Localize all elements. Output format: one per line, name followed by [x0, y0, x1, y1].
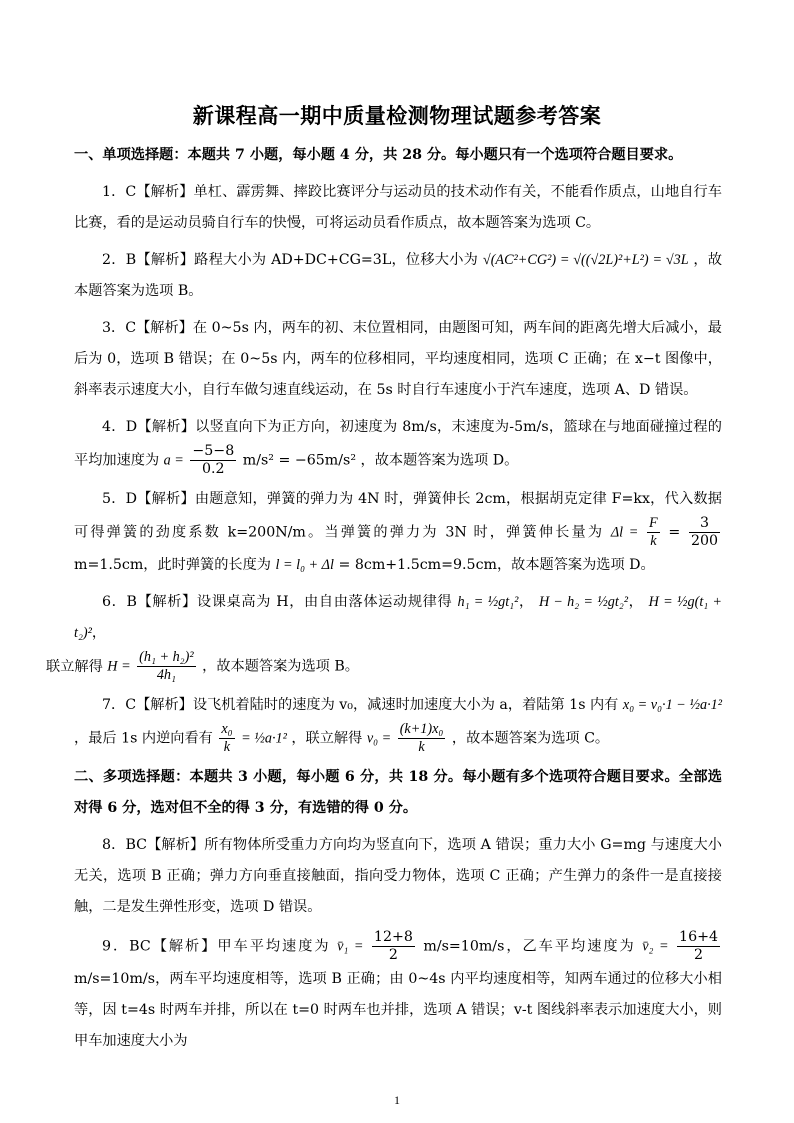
answer-q7 — [74, 690, 722, 756]
answer-q6 — [46, 587, 722, 684]
answer-q1: 1．C【解析】单杠、霹雳舞、摔跤比赛评分与运动员的技术动作有关，不能看作质点，山地自行车比赛，看的是运动员骑自行车的快慢，可将运动员看作质点，故本题答案为选项 C。 — [74, 184, 722, 231]
q9-v1: v̄₁ = — [337, 938, 364, 955]
answer-q8: 8．BC【解析】所有物体所受重力方向均为竖直向下，选项 A 错误；重力大小 G=mg 与速度大小无关，选项 B 正确；弹力方向垂直接触面，指向受力物体，选项 C 正确；产生弹力的条件一是直接接触，二是发生弹性形变，选项 D 错误。 — [74, 837, 722, 915]
section2-heading: 二、多项选择题：本题共 3 小题，每小题 6 分，共 18 分。每小题有多个选项符合题目要求。全部选对得 6 分，选对但不全的得 3 分，有选错的得 0 分。 — [74, 769, 722, 816]
q7-f2-num: x₀ — [221, 721, 233, 737]
q9-v2: v̄₂ = — [642, 938, 669, 955]
q5-mid: m=1.5cm，此时弹簧的长度为 — [74, 557, 271, 573]
q7-text: 7．C【解析】设飞机着陆时的速度为 v₀，减速时加速度大小为 a，着陆第 1s 内有 — [102, 697, 619, 713]
q5-den1: k — [650, 533, 657, 549]
q6-text: 6．B【解析】设课桌高为 H，由自由落体运动规律得 — [102, 594, 453, 610]
q5-num1: F — [649, 515, 658, 531]
answer-q2 — [74, 245, 722, 307]
answer-content — [46, 140, 723, 1057]
q4-text: 4．D【解析】以竖直向下为正方向，初速度为 8m/s，末速度为-5m/s，篮球在与地面碰撞过程的平均加速度为 — [74, 419, 722, 469]
q6-result-lhs: H = — [107, 658, 131, 675]
q5-eq: = — [668, 524, 681, 541]
q7-formula-1: x₀ = v₀·1 − ½a·1² — [622, 697, 722, 713]
q6-tail: ，故本题答案为选项 B。 — [202, 658, 359, 675]
q5-fraction-1 — [647, 515, 660, 550]
q5-den2: 200 — [690, 533, 719, 549]
q6-result-num: (h₁ + h₂)² — [139, 649, 194, 665]
q2-tail: ，故本题答案为选项 B。 — [74, 252, 723, 299]
q7-mid: ，最后 1s 内逆向看有 — [74, 730, 213, 747]
q9-text: 9．BC【解析】甲车平均速度为 — [102, 938, 331, 955]
answer-q4 — [74, 412, 722, 478]
q5-fraction-2 — [689, 515, 720, 550]
q2-formula: √(AC²+CG²) = √((√2L)²+L²) = √3L — [482, 252, 689, 268]
q9-fraction-1 — [372, 929, 415, 964]
q9-tail: m/s=10m/s，两车平均速度相等，选项 B 正确；由 0~4s 内平均速度相等，知两车通过的位移大小相等，因 t=4s 时两车并排，所以在 t=0 时两车也并排，选项 A 错误；v-t 图线斜率表示加速度大小，则甲车加速度大小为 — [74, 971, 722, 1049]
q6-formula-3: H = ½g(t₁ + t₂)² — [74, 594, 722, 641]
q2-text: 2．B【解析】路程大小为 AD+DC+CG=3L，位移大小为 — [102, 252, 479, 268]
q6-result-text: 联立解得 — [46, 658, 103, 675]
answer-q9 — [74, 929, 722, 1057]
q4-rhs: m/s² = −65m/s² — [242, 452, 357, 469]
q5-num2: 3 — [689, 515, 720, 533]
q6-formula-2: H − h₂ = ½gt₂² — [538, 594, 629, 610]
q7-mid2: ，联立解得 — [291, 730, 363, 747]
q9-num1: 12+8 — [373, 929, 413, 945]
answer-q5 — [74, 484, 722, 581]
q7-f2-rhs: = ½a·1² — [241, 730, 287, 747]
q9-fraction-2 — [677, 929, 720, 964]
q7-f3-den: k — [418, 739, 425, 755]
section1-heading: 一、单项选择题：本题共 7 小题，每小题 4 分，共 28 分。每小题只有一个选项符合题目要求。 — [74, 147, 683, 163]
q7-f3-lhs: v₀ = — [366, 730, 392, 747]
q9-den1: 2 — [388, 947, 398, 963]
q9-num2: 16+4 — [679, 929, 719, 945]
q4-den: 0.2 — [202, 461, 225, 477]
q6-sep-3: ， — [91, 625, 107, 641]
page-number: 1 — [394, 1093, 400, 1107]
q6-result-fraction — [137, 649, 195, 684]
q4-num: −5−8 — [192, 443, 235, 459]
q5-tail: = 8cm+1.5cm=9.5cm，故本题答案为选项 D。 — [338, 557, 655, 573]
q7-fraction-1 — [219, 721, 234, 756]
q7-fraction-2 — [398, 721, 446, 756]
q7-f2-den: k — [223, 739, 231, 755]
q7-f3-num: (k+1)x₀ — [399, 721, 444, 737]
q6-sep-2: ， — [628, 594, 644, 610]
q6-formula-1: h₁ = ½gt₁² — [457, 594, 519, 610]
q7-tail: ，故本题答案为选项 C。 — [451, 730, 610, 747]
page-title: 新课程高一期中质量检测物理试题参考答案 — [192, 103, 602, 128]
q4-lhs: a = — [163, 452, 184, 469]
q6-result-den: 4h₁ — [156, 667, 176, 683]
q5-length: l = l₀ + Δl — [275, 557, 334, 573]
q4-fraction — [190, 443, 236, 478]
q6-sep-1: ， — [518, 594, 534, 610]
q5-lhs: Δl = — [610, 524, 639, 541]
answer-q3: 3．C【解析】在 0~5s 内，两车的初、末位置相同，由题图可知，两车间的距离先增大后减小，最后为 0，选项 B 错误；在 0~5s 内，两车的位移相同，平均速度相同，选项 C 正确；在 x−t 图像中，斜率表示速度大小，自行车做匀速直线运动，在 5s 时自行车速度小于汽车速度，选项 A、D 错误。 — [74, 320, 722, 398]
q4-tail: ，故本题答案为选项 D。 — [360, 452, 519, 469]
q9-mid: m/s=10m/s，乙车平均速度为 — [423, 938, 636, 955]
q9-den2: 2 — [694, 947, 704, 963]
q5-text: 5．D【解析】由题意知，弹簧的弹力为 4N 时，弹簧伸长 2cm，根据胡克定律 F=kx，代入数据可得弹簧的劲度系数 k=200N/m。当弹簧的弹力为 3N 时，弹簧伸长量为 — [74, 491, 722, 541]
